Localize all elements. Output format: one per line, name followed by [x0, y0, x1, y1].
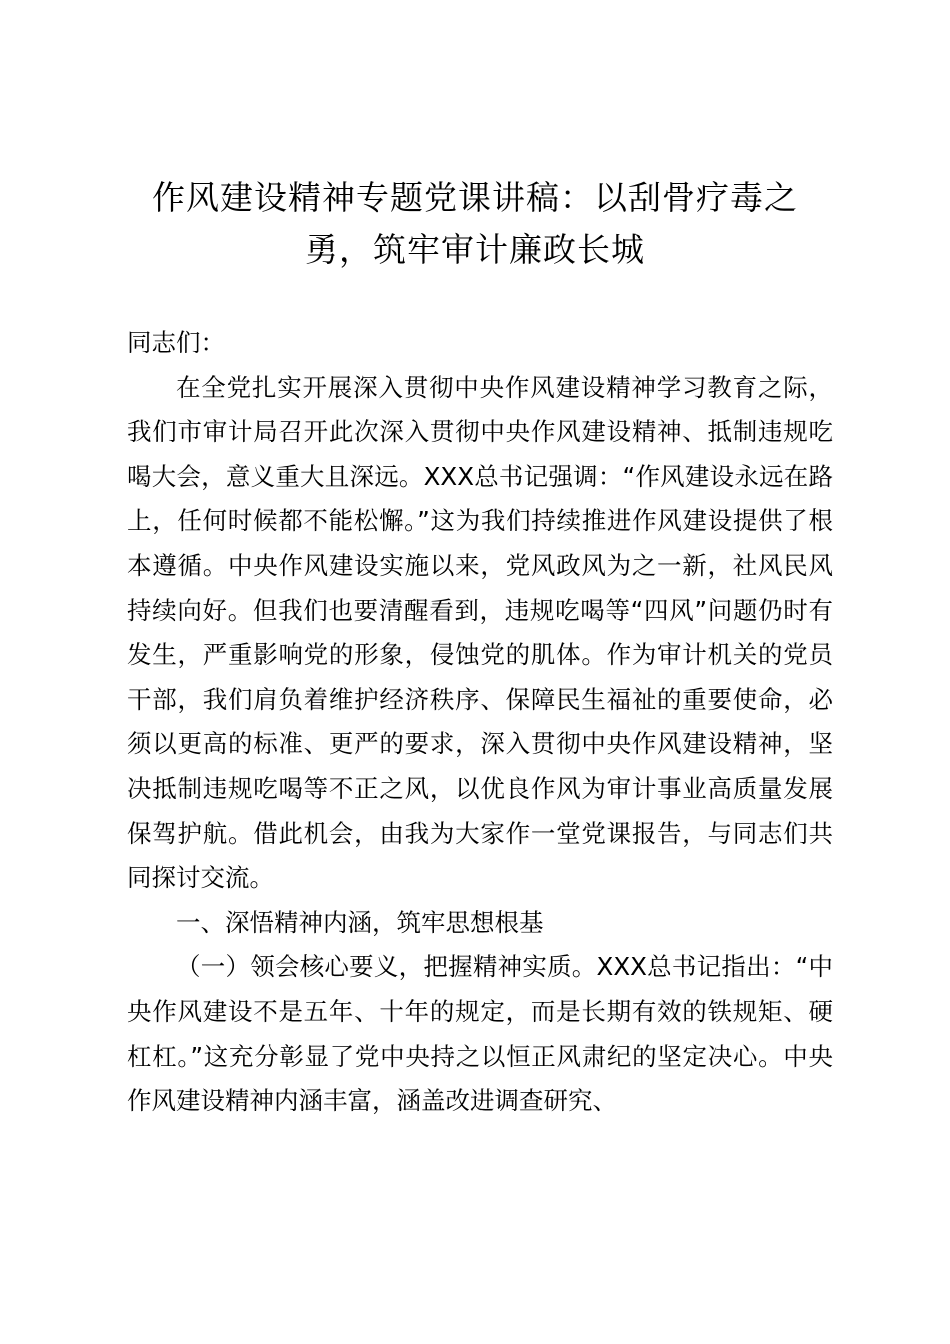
- section-heading: 一、深悟精神内涵，筑牢思想根基: [176, 907, 544, 937]
- document-title: 作风建设精神专题党课讲稿：以刮骨疗毒之勇，筑牢审计廉政长城: [152, 178, 798, 269]
- salutation: 同志们：: [127, 328, 225, 357]
- body-paragraph: 在全党扎实开展深入贯彻中央作风建设精神学习教育之际，我们市审计局召开此次深入贯彻中央作风建设精神、抵制违规吃喝大会，意义重大且深远。XXX总书记强调：“作风建设永远在路上，任何时候都不能松懈。”这为我们持续推进作风建设提供了根本遵循。中央作风建设实施以来，党风政风为之一新，社风民风持续向好。但我们也要清醒看到，违规吃喝等“四风”问题仍时有发生，严重影响党的形象，侵蚀党的肌体。作为审计机关的党员干部，我们肩负着维护经济秩序、保障民生福祉的重要使命，必须以更高的标准、更严的要求，深入贯彻中央作风建设精神，坚决抵制违规吃喝等不正之风，以优良作风为审计事业高质量发展保驾护航。借此机会，由我为大家作一堂党课报告，与同志们共同探讨交流。: [127, 372, 833, 893]
- document-body: [127, 321, 833, 1124]
- body-paragraph: （一）领会核心要义，把握精神实质。XXX总书记指出：“中央作风建设不是五年、十年的规定，而是长期有效的铁规矩、硬杠杠。”这充分彰显了党中央持之以恒正风肃纪的坚定决心。中央作风建设精神内涵丰富，涵盖改进调查研究、: [127, 952, 833, 1116]
